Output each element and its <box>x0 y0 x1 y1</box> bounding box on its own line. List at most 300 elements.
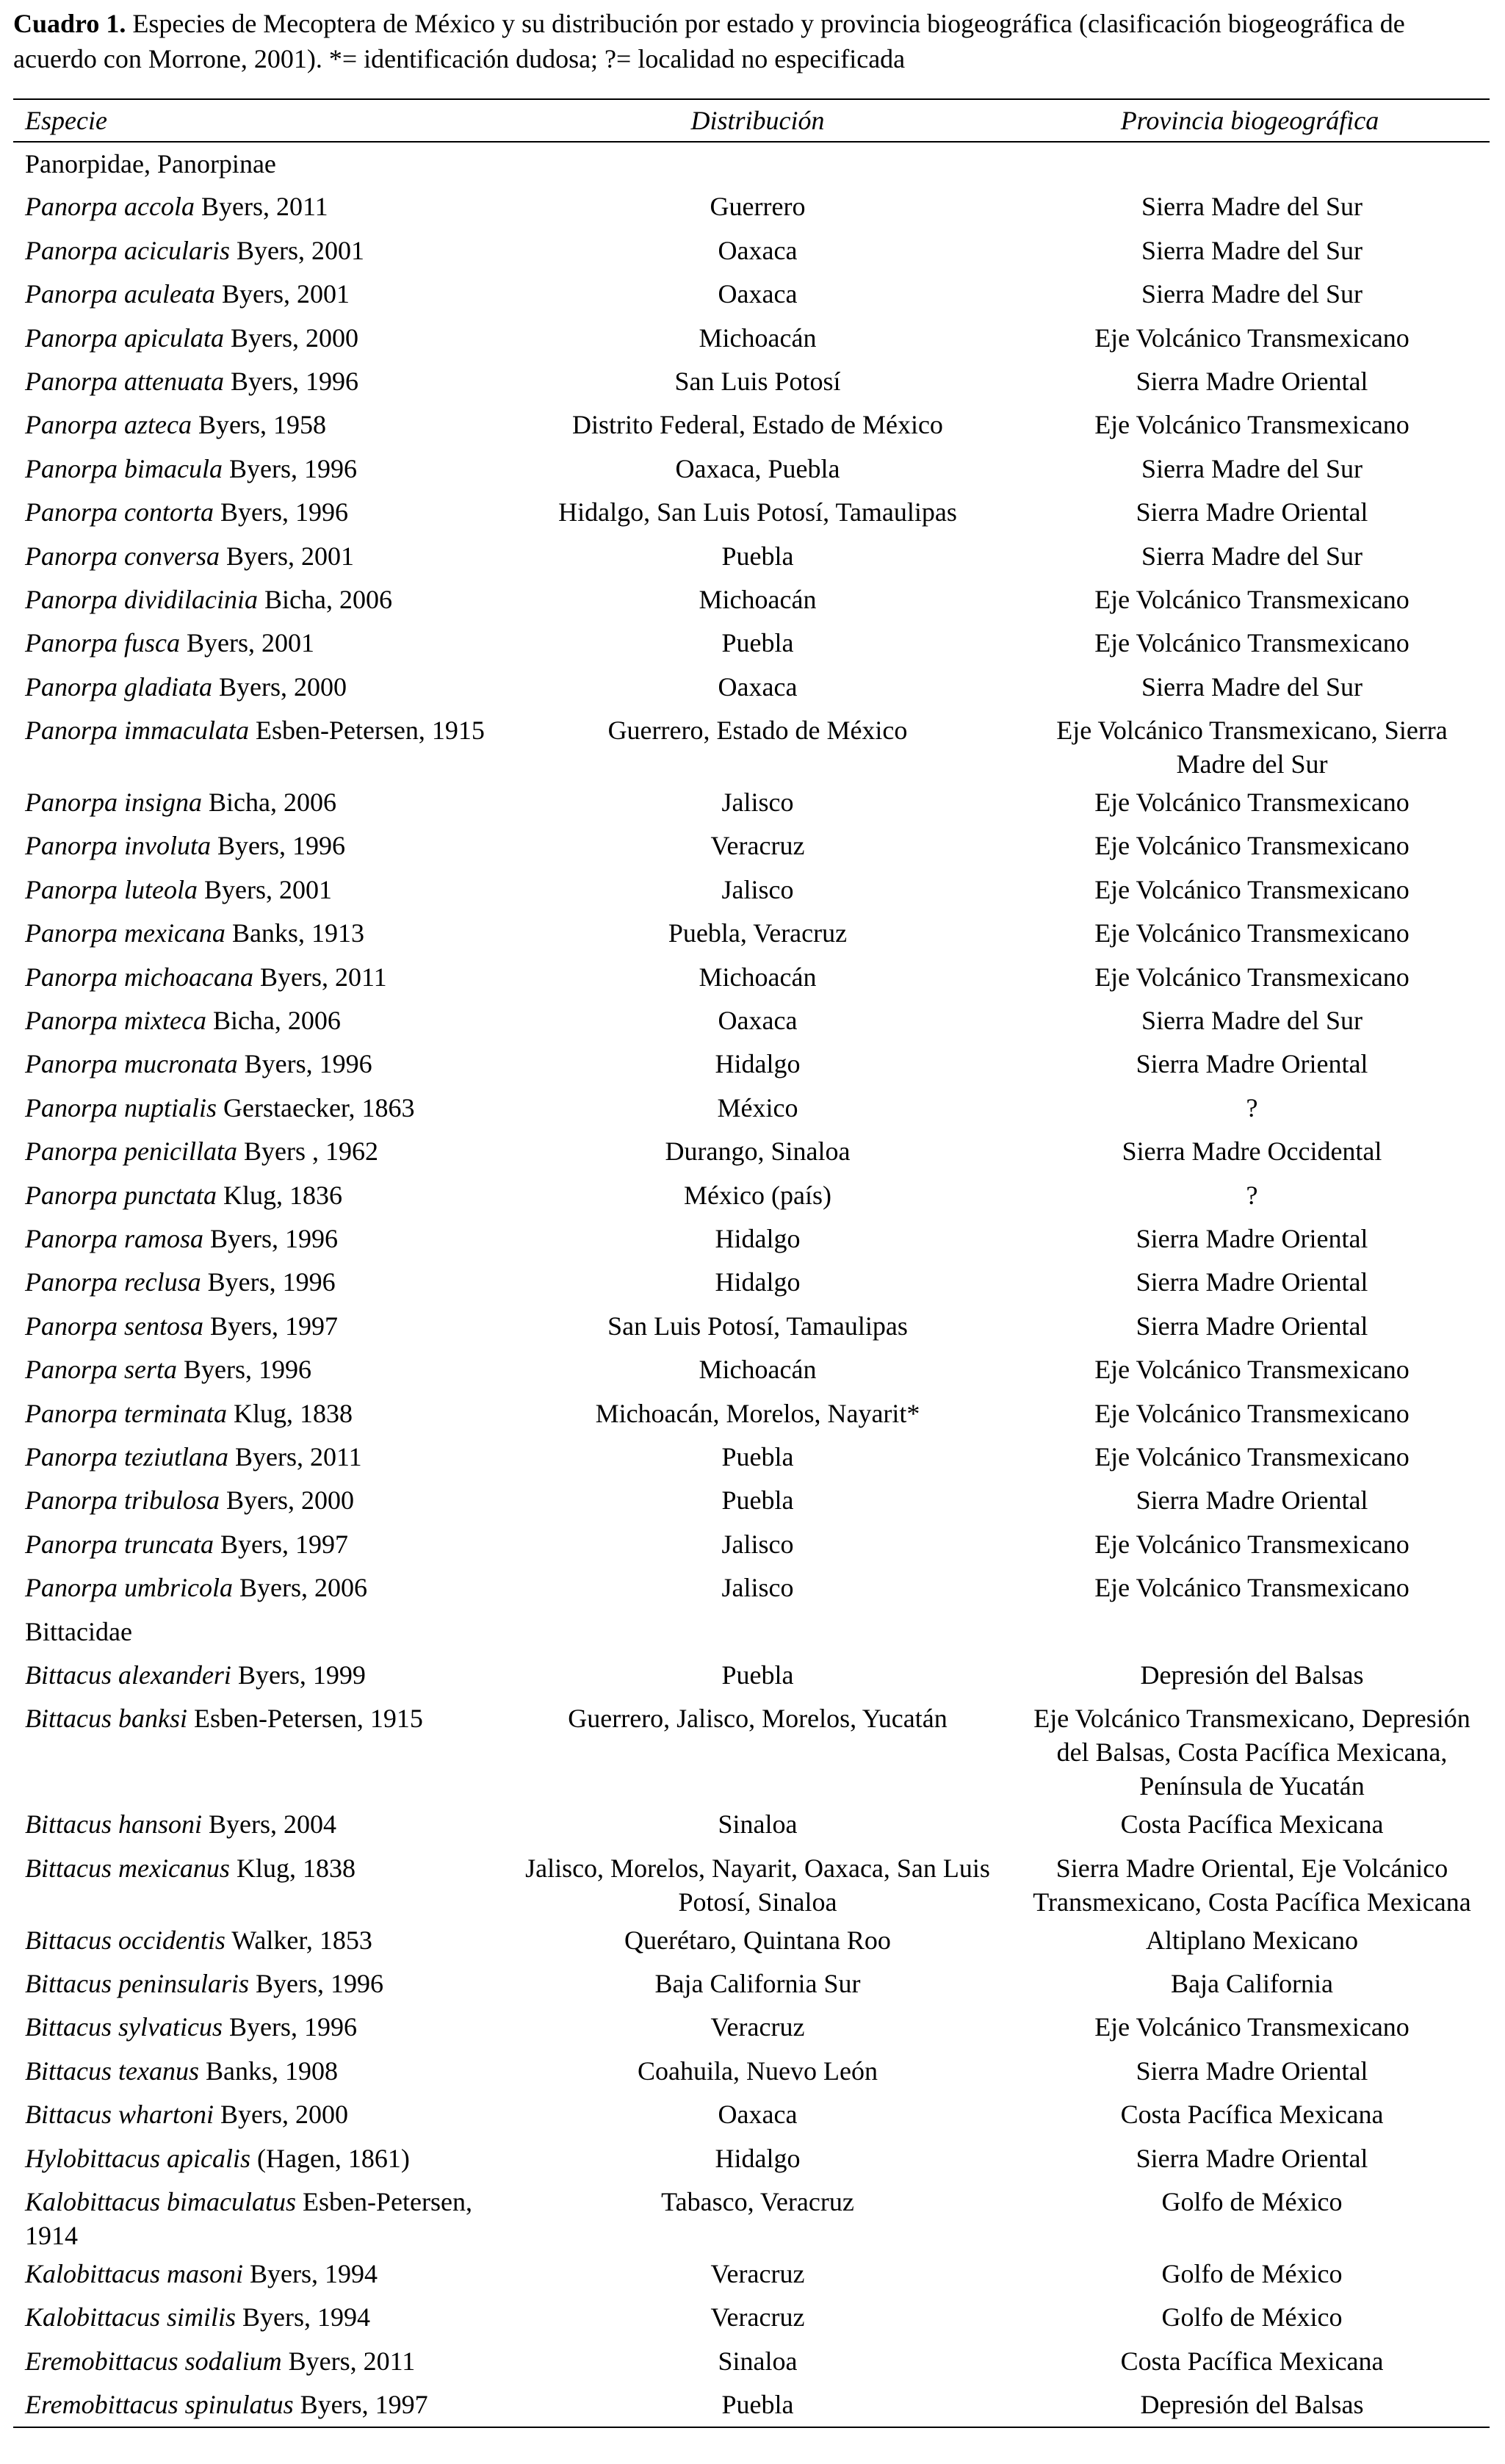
species-cell <box>13 273 505 316</box>
table-row <box>13 666 1490 709</box>
genus-name: Panorpa <box>25 1355 118 1385</box>
table-row <box>13 2180 1490 2252</box>
table-row <box>13 2340 1490 2383</box>
species-author: Esben-Petersen, 1914 <box>25 2187 472 2251</box>
species-cell <box>13 185 505 228</box>
province-cell: Sierra Madre Oriental <box>1136 497 1368 527</box>
species-epithet: apiculata <box>124 323 224 353</box>
distribution-cell: Querétaro, Quintana Roo <box>624 1925 891 1955</box>
distribution-cell: Hidalgo <box>715 2143 801 2173</box>
distribution-cell: Puebla <box>721 1441 794 1471</box>
species-cell <box>13 447 505 491</box>
table-row <box>13 781 1490 824</box>
genus-name: Panorpa <box>25 1223 118 1253</box>
table-row <box>13 447 1490 491</box>
province-cell: Eje Volcánico Transmexicano <box>1094 1529 1410 1559</box>
distribution-cell: Puebla, Veracruz <box>668 918 848 948</box>
distribution-cell: Jalisco <box>721 1529 794 1559</box>
species-epithet: contorta <box>124 497 214 527</box>
species-author: Byers, 1996 <box>177 1355 311 1385</box>
species-epithet: peninsularis <box>118 1969 249 1999</box>
province-cell: Sierra Madre Oriental <box>1136 2143 1368 2173</box>
species-epithet: bimacula <box>124 453 223 483</box>
species-author: Bicha, 2006 <box>202 788 336 818</box>
species-author: Byers, 2001 <box>214 279 350 309</box>
table-row <box>13 622 1490 665</box>
species-cell <box>13 622 505 665</box>
species-author: Byers, 2001 <box>197 874 332 904</box>
table-row <box>13 1654 1490 1697</box>
province-cell: Sierra Madre Oriental, Eje Volcánico Transmexicano, Costa Pacífica Mexicana <box>1033 1853 1471 1917</box>
header-distribucion: Distribución <box>505 99 1010 142</box>
species-epithet: fusca <box>124 628 180 658</box>
province-cell: Golfo de México <box>1161 2187 1343 2217</box>
distribution-cell: México <box>717 1092 798 1123</box>
distribution-cell: Hidalgo <box>715 1049 801 1079</box>
species-author: Byers, 1996 <box>203 1223 339 1253</box>
species-author: Byers , 1962 <box>237 1136 378 1167</box>
species-author: Bicha, 2006 <box>257 584 392 614</box>
species-epithet: nuptialis <box>124 1092 217 1123</box>
province-cell: Eje Volcánico Transmexicano <box>1094 874 1410 904</box>
species-epithet: michoacana <box>124 962 253 992</box>
species-epithet: aculeata <box>124 279 215 309</box>
species-author: Klug, 1838 <box>229 1853 356 1883</box>
distribution-cell: Oaxaca <box>718 235 798 265</box>
table-row <box>13 709 1490 781</box>
table-row <box>13 229 1490 273</box>
genus-name: Bittacus <box>25 2012 112 2042</box>
species-cell <box>13 1087 505 1130</box>
province-cell: Eje Volcánico Transmexicano <box>1094 962 1410 992</box>
species-epithet: mucronata <box>124 1049 238 1079</box>
distribution-cell: Jalisco, Morelos, Nayarit, Oaxaca, San Luis Potosí, Sinaloa <box>525 1853 990 1917</box>
genus-name: Panorpa <box>25 1006 118 1036</box>
province-cell: ? <box>1246 1092 1258 1123</box>
province-cell: Eje Volcánico Transmexicano <box>1094 323 1410 353</box>
species-cell <box>13 403 505 447</box>
species-epithet: sentosa <box>124 1311 203 1341</box>
genus-name: Bittacus <box>25 2056 112 2086</box>
species-epithet: accola <box>124 192 195 222</box>
species-cell <box>13 1697 505 1803</box>
distribution-cell: Oaxaca <box>718 2100 798 2130</box>
table-row <box>13 1962 1490 2006</box>
species-epithet: bimaculatus <box>167 2187 297 2217</box>
species-epithet: masoni <box>167 2259 244 2289</box>
genus-name: Panorpa <box>25 962 118 992</box>
table-row <box>13 2050 1490 2093</box>
species-epithet: involuta <box>124 831 211 861</box>
distribution-cell: Michoacán <box>699 1355 817 1385</box>
species-author: Byers, 2006 <box>233 1573 367 1603</box>
table-row <box>13 273 1490 316</box>
species-epithet: azteca <box>124 410 192 440</box>
species-cell <box>13 2093 505 2136</box>
distribution-cell: Oaxaca <box>718 671 798 702</box>
table-row <box>13 1435 1490 1479</box>
species-author: Byers, 1996 <box>223 366 358 396</box>
caption-label: Cuadro 1. <box>13 9 126 38</box>
species-cell <box>13 2296 505 2339</box>
province-cell: Sierra Madre Oriental <box>1136 1049 1368 1079</box>
species-epithet: punctata <box>124 1180 217 1210</box>
distribution-cell: Coahuila, Nuevo León <box>638 2056 878 2086</box>
province-cell: Sierra Madre Oriental <box>1136 1485 1368 1516</box>
species-cell <box>13 781 505 824</box>
distribution-cell: Michoacán <box>699 584 817 614</box>
species-cell <box>13 1566 505 1610</box>
species-epithet: penicillata <box>124 1136 237 1167</box>
genus-name: Panorpa <box>25 788 118 818</box>
province-cell: Eje Volcánico Transmexicano <box>1094 1398 1410 1428</box>
species-cell <box>13 535 505 578</box>
genus-name: Panorpa <box>25 279 118 309</box>
province-cell: Eje Volcánico Transmexicano, Depresión del Balsas, Costa Pacífica Mexicana, Península de Yucatán <box>1033 1704 1470 1801</box>
table-row <box>13 1919 1490 1962</box>
table-row <box>13 1523 1490 1566</box>
province-cell: Sierra Madre Oriental <box>1136 1223 1368 1253</box>
species-cell <box>13 578 505 622</box>
species-cell <box>13 360 505 403</box>
species-epithet: ramosa <box>124 1223 204 1253</box>
species-epithet: whartoni <box>118 2100 214 2130</box>
table-row <box>13 1305 1490 1348</box>
province-cell: Eje Volcánico Transmexicano <box>1094 1355 1410 1385</box>
species-cell <box>13 229 505 273</box>
table-row <box>13 2296 1490 2339</box>
species-author: Klug, 1836 <box>216 1180 342 1210</box>
genus-name: Kalobittacus <box>25 2259 161 2289</box>
distribution-cell: Baja California Sur <box>654 1969 861 1999</box>
species-epithet: gladiata <box>124 671 213 702</box>
family-row <box>13 142 1490 185</box>
genus-name: Panorpa <box>25 1092 118 1123</box>
species-epithet: serta <box>124 1355 177 1385</box>
species-cell <box>13 2383 505 2427</box>
genus-name: Kalobittacus <box>25 2302 161 2332</box>
province-cell: Sierra Madre del Sur <box>1141 192 1363 222</box>
province-cell: Sierra Madre Oriental <box>1136 366 1368 396</box>
species-cell <box>13 666 505 709</box>
genus-name: Panorpa <box>25 628 118 658</box>
species-author: Byers, 1994 <box>243 2259 378 2289</box>
genus-name: Panorpa <box>25 1267 118 1297</box>
genus-name: Eremobittacus <box>25 2346 178 2376</box>
province-cell: Depresión del Balsas <box>1010 2383 1490 2427</box>
species-author: Gerstaecker, 1863 <box>217 1092 415 1123</box>
species-cell <box>13 1348 505 1391</box>
table-row <box>13 1174 1490 1217</box>
genus-name: Panorpa <box>25 671 118 702</box>
species-epithet: apicalis <box>166 2143 250 2173</box>
table-row <box>13 403 1490 447</box>
genus-name: Panorpa <box>25 1573 118 1603</box>
species-author: Byers, 1996 <box>222 2012 357 2042</box>
province-cell: Eje Volcánico Transmexicano <box>1094 410 1410 440</box>
table-row <box>13 578 1490 622</box>
province-cell: Sierra Madre del Sur <box>1141 1006 1363 1036</box>
genus-name: Bittacus <box>25 1809 112 1840</box>
province-cell: Eje Volcánico Transmexicano <box>1094 2012 1410 2042</box>
species-epithet: terminata <box>124 1398 227 1428</box>
genus-name: Bittacus <box>25 1660 112 1690</box>
province-cell: Altiplano Mexicano <box>1146 1925 1358 1955</box>
species-author: (Hagen, 1861) <box>250 2143 410 2173</box>
province-cell: Sierra Madre Oriental <box>1136 1267 1368 1297</box>
species-cell <box>13 1130 505 1173</box>
table-row <box>13 535 1490 578</box>
table-row <box>13 1479 1490 1522</box>
species-author: Byers, 1999 <box>231 1660 366 1690</box>
species-author: Byers, 1997 <box>214 1529 348 1559</box>
header-row <box>13 99 1490 142</box>
species-cell <box>13 1523 505 1566</box>
genus-name: Panorpa <box>25 410 118 440</box>
species-author: Byers, 2011 <box>281 2346 416 2376</box>
species-epithet: mexicana <box>124 918 225 948</box>
species-cell <box>13 2180 505 2252</box>
distribution-cell: Tabasco, Veracruz <box>661 2187 854 2217</box>
province-cell: Sierra Madre Oriental <box>1136 2056 1368 2086</box>
table-row <box>13 1042 1490 1086</box>
table-body <box>13 142 1490 2427</box>
table-row <box>13 1847 1490 1919</box>
distribution-cell: Hidalgo <box>715 1267 801 1297</box>
species-epithet: teziutlana <box>124 1441 228 1471</box>
species-cell <box>13 1042 505 1086</box>
species-epithet: truncata <box>124 1529 214 1559</box>
province-cell: Depresión del Balsas <box>1140 1660 1364 1690</box>
species-author: Byers, 1996 <box>222 453 357 483</box>
species-cell <box>13 2252 505 2296</box>
distribution-cell: Sinaloa <box>718 1809 798 1840</box>
province-cell: Eje Volcánico Transmexicano <box>1094 628 1410 658</box>
table-row <box>13 2137 1490 2180</box>
province-cell: Sierra Madre del Sur <box>1141 453 1363 483</box>
distribution-cell: Guerrero <box>710 192 806 222</box>
genus-name: Panorpa <box>25 1049 118 1079</box>
province-cell: Eje Volcánico Transmexicano <box>1094 1573 1410 1603</box>
species-cell <box>13 912 505 955</box>
distribution-cell: Hidalgo, San Luis Potosí, Tamaulipas <box>558 497 957 527</box>
table-row <box>13 317 1490 360</box>
species-author: Klug, 1838 <box>227 1398 353 1428</box>
species-epithet: occidentis <box>118 1925 225 1955</box>
distribution-cell: Guerrero, Estado de México <box>607 716 908 746</box>
distribution-cell: Michoacán <box>699 323 817 353</box>
species-author: Byers, 2000 <box>223 323 358 353</box>
table-caption <box>13 6 1490 76</box>
species-author: Banks, 1913 <box>225 918 364 948</box>
family-name: Panorpidae, Panorpinae <box>25 149 276 179</box>
distribution-cell: Puebla <box>721 628 794 658</box>
species-author: Byers, 1996 <box>201 1267 336 1297</box>
species-cell <box>13 868 505 912</box>
table-row <box>13 360 1490 403</box>
family-name: Bittacidae <box>25 1616 132 1646</box>
species-epithet: tribulosa <box>124 1485 220 1516</box>
species-author: Byers, 1958 <box>191 410 326 440</box>
table-row <box>13 185 1490 228</box>
table-row <box>13 2252 1490 2296</box>
distribution-cell: Guerrero, Jalisco, Morelos, Yucatán <box>568 1704 948 1734</box>
province-cell: ? <box>1246 1180 1258 1210</box>
genus-name: Panorpa <box>25 497 118 527</box>
province-cell: Sierra Madre del Sur <box>1141 279 1363 309</box>
species-author: Byers, 2001 <box>180 628 314 658</box>
province-cell: Sierra Madre Oriental <box>1136 1311 1368 1341</box>
species-author: Byers, 2011 <box>194 192 328 222</box>
species-author: Byers, 1996 <box>237 1049 372 1079</box>
distribution-cell: Hidalgo <box>715 1223 801 1253</box>
species-cell <box>13 1479 505 1522</box>
table-header <box>13 99 1490 142</box>
species-author: Byers, 1994 <box>236 2302 371 2332</box>
province-cell: Golfo de México <box>1161 2302 1343 2332</box>
table-row <box>13 2383 1490 2427</box>
species-epithet: luteola <box>124 874 198 904</box>
province-cell: Eje Volcánico Transmexicano <box>1094 1441 1410 1471</box>
table-row <box>13 2093 1490 2136</box>
distribution-cell: Sinaloa <box>718 2346 798 2376</box>
species-epithet: banksi <box>118 1704 187 1734</box>
species-epithet: umbricola <box>124 1573 233 1603</box>
species-author: Byers, 2011 <box>253 962 387 992</box>
genus-name: Eremobittacus <box>25 2390 178 2420</box>
distribution-cell: Distrito Federal, Estado de México <box>572 410 943 440</box>
distribution-cell: San Luis Potosí, Tamaulipas <box>607 1311 908 1341</box>
species-author: Byers, 1996 <box>214 497 348 527</box>
genus-name: Panorpa <box>25 453 118 483</box>
genus-name: Panorpa <box>25 1311 118 1341</box>
species-author: Byers, 2000 <box>220 1485 355 1516</box>
species-author: Byers, 2004 <box>202 1809 336 1840</box>
species-cell <box>13 491 505 534</box>
species-author: Byers, 1996 <box>249 1969 383 1999</box>
table-row <box>13 824 1490 868</box>
province-cell: Sierra Madre del Sur <box>1141 235 1363 265</box>
genus-name: Panorpa <box>25 541 118 571</box>
species-author: Walker, 1853 <box>225 1925 372 1955</box>
table-row <box>13 1348 1490 1391</box>
province-cell: Sierra Madre del Sur <box>1141 671 1363 702</box>
province-cell: Eje Volcánico Transmexicano <box>1094 918 1410 948</box>
species-cell <box>13 1392 505 1435</box>
species-cell <box>13 1654 505 1697</box>
distribution-cell: Veracruz <box>710 2259 805 2289</box>
table-row <box>13 999 1490 1042</box>
species-epithet: spinulatus <box>184 2390 294 2420</box>
genus-name: Panorpa <box>25 235 118 265</box>
distribution-cell: Puebla <box>721 1485 794 1516</box>
distribution-cell: Oaxaca <box>718 1006 798 1036</box>
distribution-cell: México (país) <box>684 1180 831 1210</box>
species-author: Byers, 1997 <box>293 2390 428 2420</box>
species-author: Byers, 1997 <box>203 1311 338 1341</box>
species-epithet: hansoni <box>118 1809 202 1840</box>
species-cell <box>13 1803 505 1846</box>
province-cell: Golfo de México <box>1161 2259 1343 2289</box>
distribution-cell: Puebla <box>505 2383 1010 2427</box>
genus-name: Bittacus <box>25 1853 112 1883</box>
species-author: Bicha, 2006 <box>206 1006 341 1036</box>
species-table <box>13 98 1490 2428</box>
species-author: Byers, 2000 <box>214 2100 349 2130</box>
province-cell: Costa Pacífica Mexicana <box>1120 2100 1384 2130</box>
species-epithet: texanus <box>118 2056 199 2086</box>
genus-name: Panorpa <box>25 1529 118 1559</box>
province-cell: Baja California <box>1171 1969 1333 1999</box>
table-row <box>13 1130 1490 1173</box>
species-author: Byers, 2001 <box>229 235 364 265</box>
table-row <box>13 1803 1490 1846</box>
table-row <box>13 1261 1490 1304</box>
genus-name: Bittacus <box>25 1704 112 1734</box>
header-especie: Especie <box>13 99 505 142</box>
species-author: Byers, 2011 <box>228 1441 362 1471</box>
species-epithet: similis <box>167 2302 237 2332</box>
distribution-cell: Puebla <box>721 541 794 571</box>
province-cell: Eje Volcánico Transmexicano <box>1094 831 1410 861</box>
province-cell: Eje Volcánico Transmexicano <box>1094 584 1410 614</box>
species-author: Byers, 2001 <box>219 541 354 571</box>
genus-name: Bittacus <box>25 1925 112 1955</box>
species-cell <box>13 1435 505 1479</box>
distribution-cell: Oaxaca, Puebla <box>675 453 840 483</box>
genus-name: Bittacus <box>25 1969 112 1999</box>
species-epithet: mixteca <box>124 1006 206 1036</box>
table-row <box>13 956 1490 999</box>
species-cell <box>13 1847 505 1919</box>
table-row <box>13 1217 1490 1261</box>
genus-name: Panorpa <box>25 831 118 861</box>
table-row <box>13 1697 1490 1803</box>
caption-text: Especies de Mecoptera de México y su distribución por estado y provincia biogeográfica (clasificación biogeográfica de acuerdo con Morrone, 2001). *= identificación dudosa; ?= localidad no especificada <box>13 9 1405 73</box>
distribution-cell: Veracruz <box>710 831 805 861</box>
genus-name: Panorpa <box>25 192 118 222</box>
table-row <box>13 912 1490 955</box>
distribution-cell: Puebla <box>721 1660 794 1690</box>
genus-name: Panorpa <box>25 1136 118 1167</box>
genus-name: Bittacus <box>25 2100 112 2130</box>
province-cell: Costa Pacífica Mexicana <box>1120 1809 1384 1840</box>
species-cell <box>13 2006 505 2049</box>
species-author: Byers, 1996 <box>210 831 345 861</box>
species-epithet: conversa <box>124 541 220 571</box>
header-provincia: Provincia biogeográfica <box>1010 99 1490 142</box>
genus-name: Panorpa <box>25 716 118 746</box>
distribution-cell: Jalisco <box>721 874 794 904</box>
table-row <box>13 2006 1490 2049</box>
genus-name: Hylobittacus <box>25 2143 160 2173</box>
species-epithet: insigna <box>124 788 203 818</box>
species-author: Esben-Petersen, 1915 <box>248 716 485 746</box>
species-epithet: sylvaticus <box>118 2012 223 2042</box>
genus-name: Panorpa <box>25 1441 118 1471</box>
species-cell <box>13 1962 505 2006</box>
species-cell <box>13 999 505 1042</box>
species-epithet: immaculata <box>124 716 249 746</box>
species-cell <box>13 317 505 360</box>
province-cell: Sierra Madre del Sur <box>1141 541 1363 571</box>
distribution-cell: Oaxaca <box>718 279 798 309</box>
species-cell <box>13 956 505 999</box>
genus-name: Panorpa <box>25 1485 118 1516</box>
province-cell: Sierra Madre Occidental <box>1122 1136 1382 1167</box>
species-cell <box>13 1217 505 1261</box>
distribution-cell: Jalisco <box>721 1573 794 1603</box>
